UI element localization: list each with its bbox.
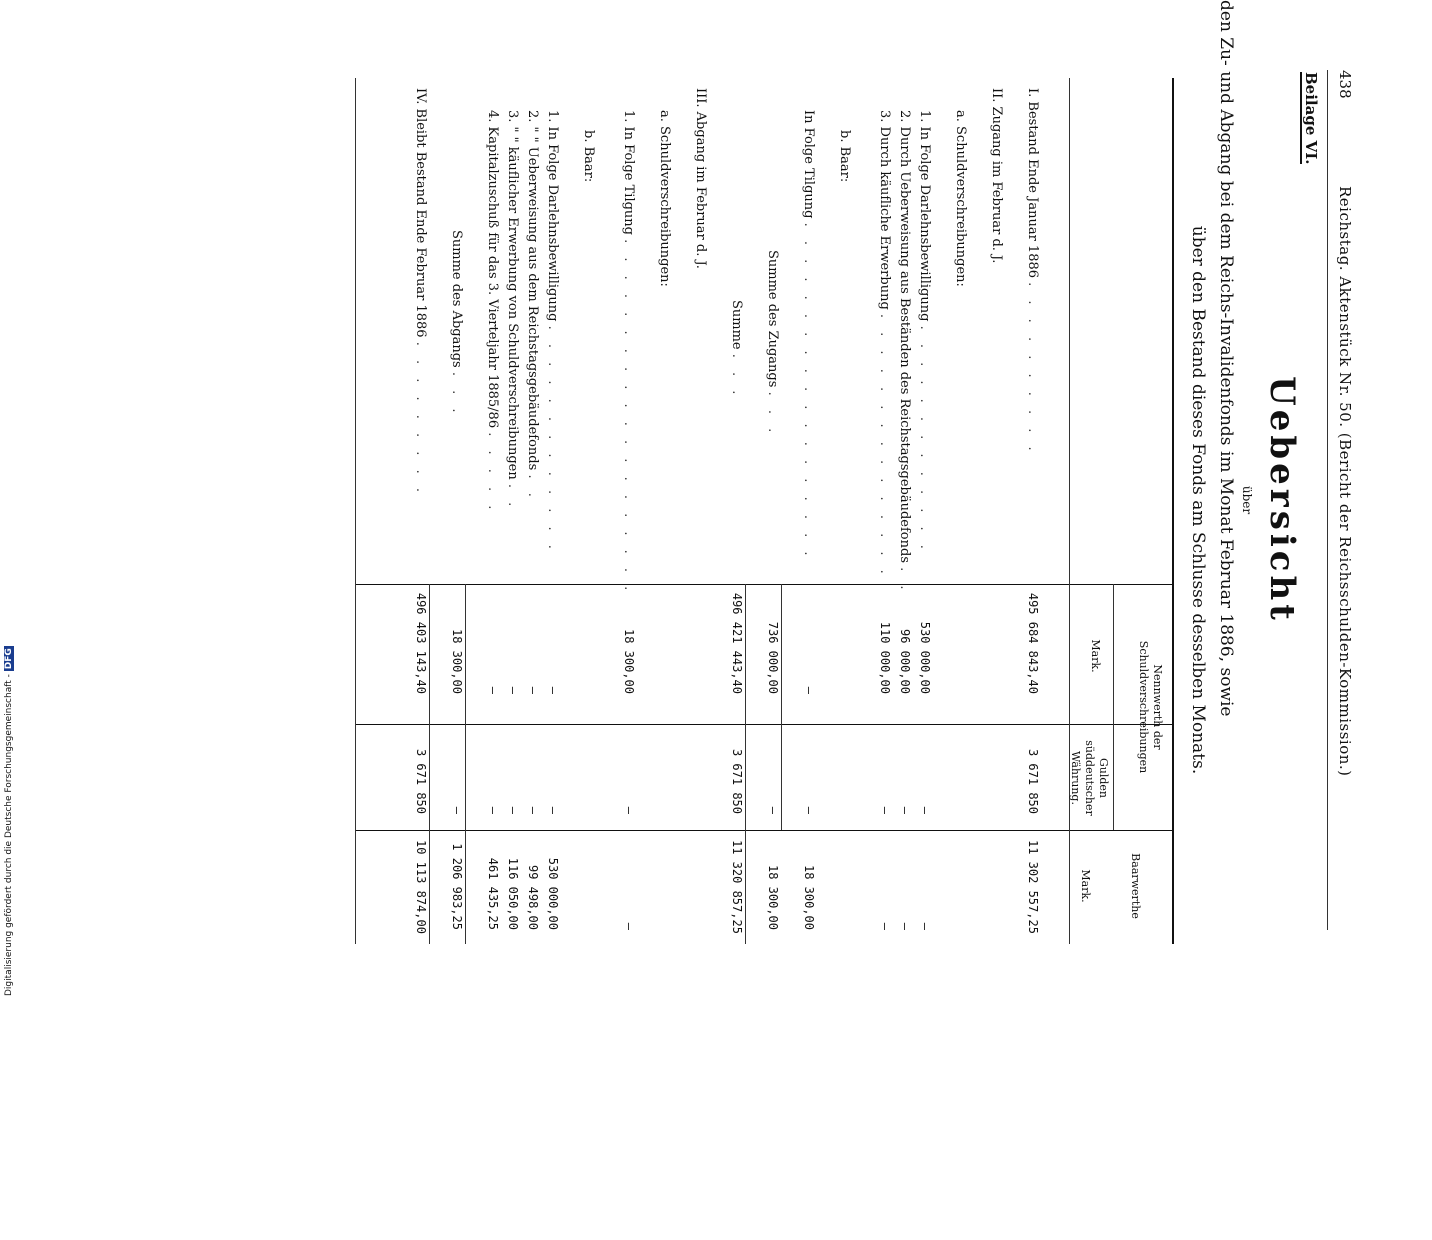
value-baar-mark: — [878,922,892,930]
row-label-text: IV. Bleibt Bestand Ende Februar 1886 [413,88,428,342]
value-baar-mark: 99 498,00 [526,864,540,930]
value-gulden: — [526,806,540,814]
leader-dots: . . . . . . . . . . . . . [917,325,932,554]
leader-dots: . . [525,474,540,502]
value-gulden: — [450,806,464,814]
leader-dots: . . . . . . . . . [413,341,428,497]
page-title: Uebersicht [1262,376,1302,624]
value-gulden: — [878,806,892,814]
value-baar-mark: — [622,922,636,930]
row-label-text: 2. Durch Ueberweisung aus Beständen des Reichstagsgebäudefonds [897,110,912,568]
value-nennwerth-mark: 18 300,00 [450,628,464,694]
value-nennwerth-mark: 530 000,00 [918,621,932,694]
row-label [449,230,464,418]
row-label [693,88,708,269]
title-line-2: über den Bestand dieses Fonds am Schlusse desselben Monats. [1188,225,1208,775]
title-connector: über [1240,485,1254,515]
value-gulden: — [898,806,912,814]
row-label [917,110,932,554]
row-label-text: Summe des Abgangs [449,230,464,372]
row-label-text: a. Schuldverschreibungen: [953,110,968,287]
value-gulden: — [546,806,560,814]
leader-dots: . . . [729,353,744,400]
value-nennwerth-mark: 736 000,00 [766,621,780,694]
value-baar-mark: 18 300,00 [802,864,816,930]
value-nennwerth-mark: 496 421 443,40 [730,592,744,694]
row-label [545,110,560,554]
row-label-text: 1. In Folge Darlehnsbewilligung [545,110,560,326]
value-nennwerth-mark: 96 000,00 [898,628,912,694]
value-nennwerth-mark: 18 300,00 [622,628,636,694]
leader-dots: . . . . . [485,432,500,515]
row-label-text: In Folge Tilgung [801,110,816,223]
row-label-text: Summe [729,300,744,354]
beilage-label: Beilage VI. [1302,72,1320,165]
leader-dots: . . . . . . . . . . . . . . . . . . . [801,222,816,561]
value-nennwerth-mark: — [486,686,500,694]
row-label [837,130,852,182]
value-nennwerth-mark: 110 000,00 [878,621,892,694]
leader-dots: . . . . . . . . . . . . . . . [877,313,892,579]
row-label [581,130,596,182]
row-label [953,110,968,287]
table-bottom-rule [355,78,356,944]
col-head-baar-mark: Mark. [1079,869,1092,903]
value-nennwerth-mark: 496 403 143,40 [414,592,428,694]
page-number: 438 [1336,70,1354,99]
row-label-text: 3. " " käuflicher Erwerbung von Schuldverschreibungen [505,110,520,484]
row-label-text: III. Abgang im Februar d. J. [693,88,708,269]
value-gulden: — [918,806,932,814]
row-label [729,300,744,399]
dfg-logo: DFG [4,648,14,670]
value-baar-mark: 530 000,00 [546,857,560,930]
row-label-text: b. Baar: [581,130,596,183]
value-baar-mark: 461 435,25 [486,857,500,930]
table-top-rule [1172,78,1174,944]
row-label [505,110,520,511]
value-gulden: — [486,806,500,814]
value-gulden: 3 671 850 [730,748,744,814]
row-label [657,110,672,287]
leader-dots: . . . [449,371,464,418]
header-rule [1327,70,1328,930]
leader-dots: . . . . . . . . . . [1025,282,1040,456]
leader-dots: . . . [765,391,780,438]
running-head: Reichstag. Aktenstück Nr. 50. (Bericht der Reichsschulden-Kommission.) [1336,186,1354,777]
row-label-text: Summe des Zugangs [765,250,780,392]
title-line-1: den Zu- und Abgang bei dem Reichs-Invalidenfonds im Monat Februar 1886, sowie [1216,0,1236,717]
leader-dots: . . . . . . . . . . . . . . . . . . . . [621,239,636,596]
leader-dots: . . . . . . . . . . . . . [545,325,560,554]
value-gulden: — [766,806,780,814]
leader-dots: . . [897,567,912,595]
row-label-text: b. Baar: [837,130,852,183]
row-label-text: 2. " " Ueberweisung aus dem Reichstagsgebäudefonds [525,110,540,475]
row-label [801,110,816,561]
row-label [525,110,540,502]
row-label [621,110,636,595]
row-label [1025,88,1040,456]
column-divider-3 [356,830,1174,831]
sum-rule [465,584,466,944]
sum-rule [781,584,782,830]
sum-rule [745,584,746,944]
col-head-gulden: Gulden süddeutscher Währung. [1069,740,1110,816]
value-nennwerth-mark: — [526,686,540,694]
value-baar-mark: 10 113 874,00 [414,840,428,934]
row-label [765,250,780,437]
leader-dots: . . [505,483,520,512]
sum-rule [429,584,430,944]
row-label-text: 1. In Folge Tilgung [621,110,636,240]
value-baar-mark: 18 300,00 [766,864,780,930]
row-label [877,110,892,579]
value-nennwerth-mark: — [546,686,560,694]
value-gulden: — [506,806,520,814]
col-head-nennwerth: Nennwerth der Schuldverschreibungen [1137,640,1164,774]
row-label [989,88,1004,263]
value-gulden: 3 671 850 [1026,748,1040,814]
value-baar-mark: 11 302 557,25 [1026,840,1040,934]
value-baar-mark: 116 050,00 [506,857,520,930]
col-head-baarwerthe: Baarwerthe [1129,853,1142,919]
row-label [485,110,500,514]
header-sub-rule [1113,584,1114,830]
row-label [897,110,912,595]
column-divider-1 [356,584,1174,585]
value-baar-mark: 11 320 857,25 [730,840,744,934]
row-label-text: 4. Kapitalzuschuß für das 3. Vierteljahr 1885/86 [485,110,500,433]
value-gulden: — [622,806,636,814]
row-label-text: a. Schuldverschreibungen: [657,110,672,287]
value-baar-mark: — [918,922,932,930]
value-baar-mark: — [898,922,912,930]
value-nennwerth-mark: — [802,686,816,694]
value-baar-mark: 1 206 983,25 [450,843,464,930]
column-divider-2 [356,724,1174,725]
col-head-mark: Mark. [1089,639,1102,673]
row-label-text: II. Zugang im Februar d. J. [989,88,1004,264]
value-gulden: — [802,806,816,814]
row-label-text: 1. In Folge Darlehnsbewilligung [917,110,932,326]
row-label-text: I. Bestand Ende Januar 1886 [1025,88,1040,283]
digitization-note: Digitalisierung gefördert durch die Deutsche Forschungsgemeinschaft - DFG [4,648,14,996]
row-label-text: 3. Durch käufliche Erwerbung [877,110,892,314]
row-label [413,88,428,497]
value-nennwerth-mark: 495 684 843,40 [1026,592,1040,694]
value-nennwerth-mark: — [506,686,520,694]
value-gulden: 3 671 850 [414,748,428,814]
